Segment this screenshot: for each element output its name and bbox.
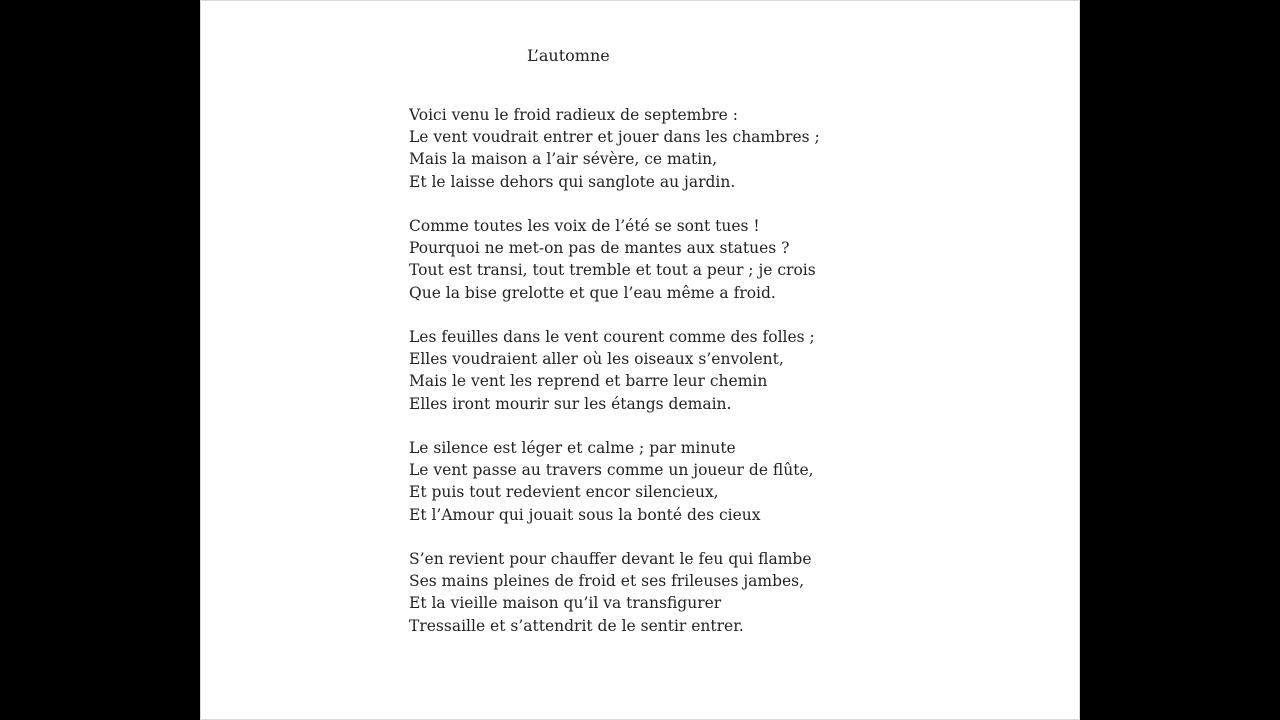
poem-line: Le vent voudrait entrer et jouer dans les chambres ; [409, 128, 820, 147]
poem-line: Mais la maison a l’air sévère, ce matin, [409, 150, 718, 169]
poem-line: Elles voudraient aller où les oiseaux s’envolent, [409, 350, 784, 369]
poem-line: Ses mains pleines de froid et ses frileuses jambes, [409, 572, 805, 591]
poem-line: Et puis tout redevient encor silencieux, [409, 483, 719, 502]
stanza-1 [409, 104, 820, 193]
poem-line: Tressaille et s’attendrit de le sentir entrer. [409, 616, 744, 635]
poem-line: Mais le vent les reprend et barre leur chemin [409, 372, 768, 391]
stanza-4 [409, 437, 820, 526]
stanza-5 [409, 548, 820, 637]
poem-line: Et la vieille maison qu’il va transfigurer [409, 594, 722, 613]
document-page [200, 0, 1080, 720]
poem-title: L’automne [527, 46, 610, 65]
poem-line: S’en revient pour chauffer devant le feu qui flambe [409, 550, 812, 568]
poem-line: Le silence est léger et calme ; par minute [409, 439, 736, 457]
stanza-3 [409, 326, 820, 415]
poem-line: Comme toutes les voix de l’été se sont tues ! [409, 217, 760, 235]
poem-line: Le vent passe au travers comme un joueur de flûte, [409, 461, 814, 480]
poem-line: Voici venu le froid radieux de septembre : [409, 106, 738, 124]
poem-line: Et l’Amour qui jouait sous la bonté des cieux [409, 505, 761, 524]
poem-line: Et le laisse dehors qui sanglote au jardin. [409, 172, 736, 191]
poem-line: Tout est transi, tout tremble et tout a peur ; je crois [409, 261, 816, 280]
poem-line: Les feuilles dans le vent courent comme des folles ; [409, 328, 815, 346]
stanza-2 [409, 215, 820, 304]
poem-body [409, 104, 820, 659]
poem-line: Elles iront mourir sur les étangs demain. [409, 394, 732, 413]
poem-line: Pourquoi ne met-on pas de mantes aux statues ? [409, 239, 790, 258]
poem-line: Que la bise grelotte et que l’eau même a froid. [409, 283, 776, 302]
